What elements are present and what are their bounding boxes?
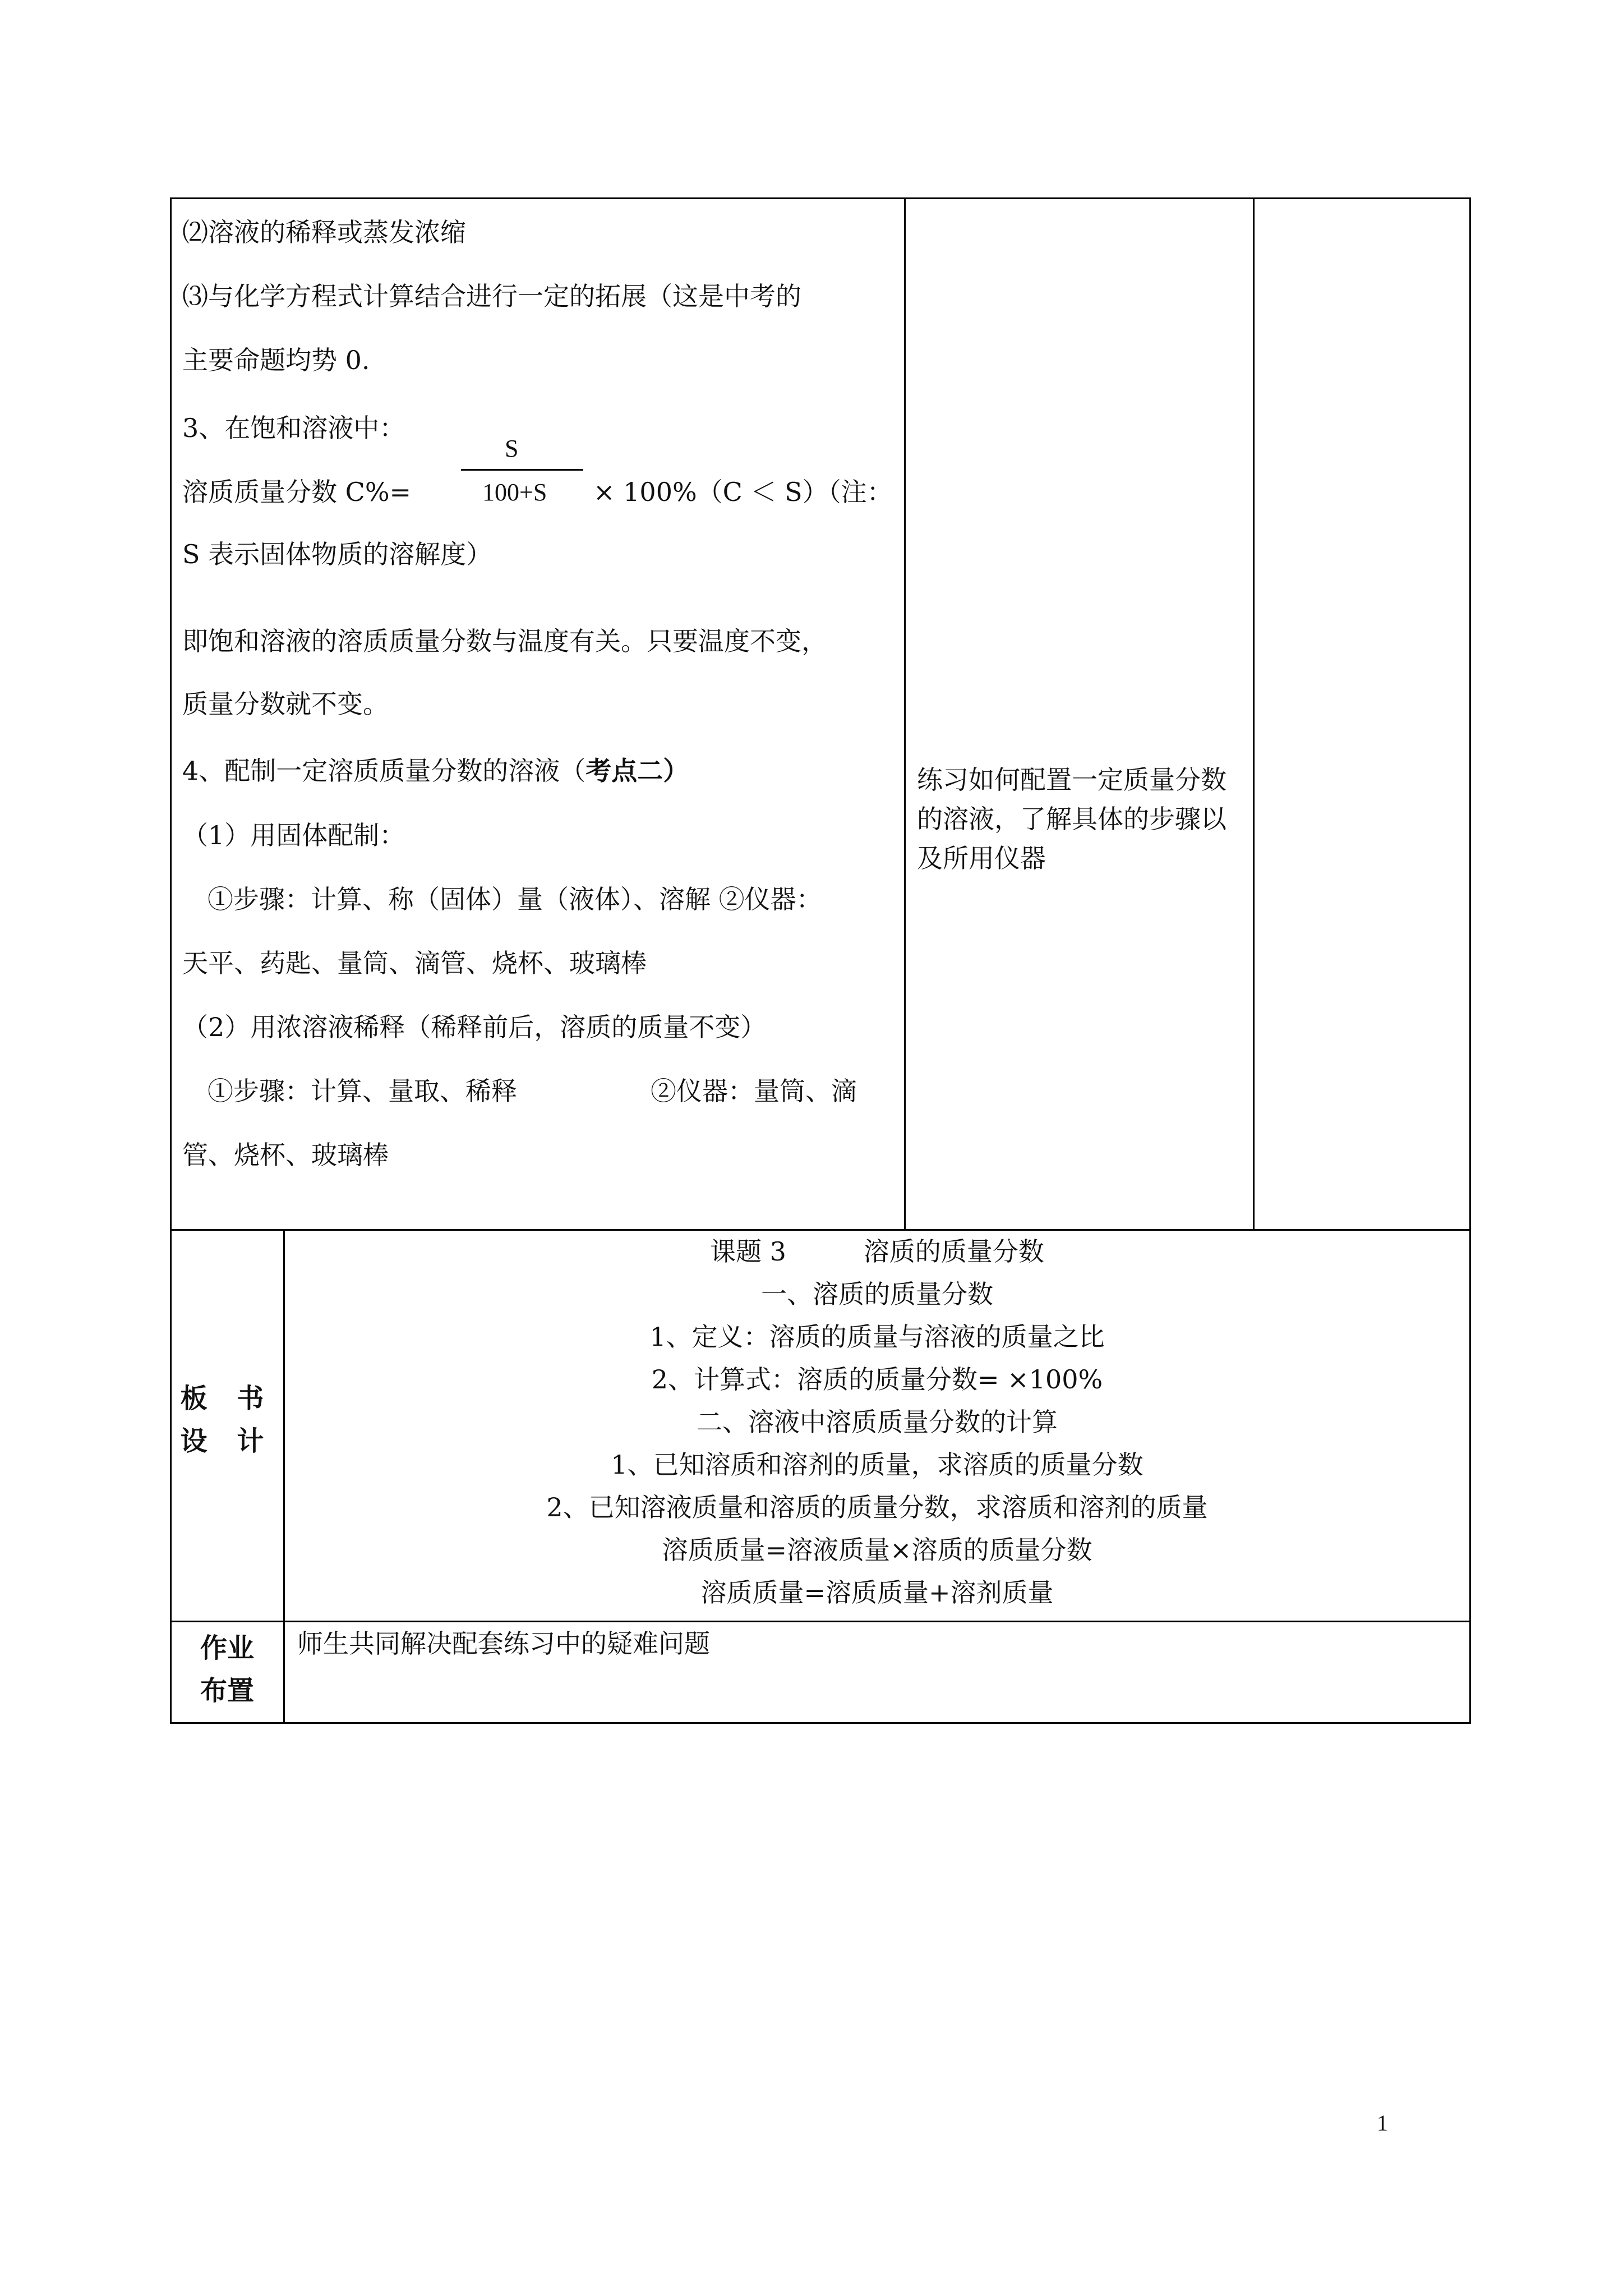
fraction-bar: [461, 469, 583, 471]
table-column-divider: [1253, 197, 1255, 1231]
homework-text: 师生共同解决配套练习中的疑难问题: [297, 1628, 710, 1659]
text-line: 即饱和溶液的溶质质量分数与温度有关。只要温度不变，: [182, 626, 827, 656]
board-line: 二、溶液中溶质质量分数的计算: [697, 1407, 1058, 1437]
text-line: 质量分数就不变。: [182, 689, 389, 719]
text-line: S 表示固体物质的溶解度）: [182, 539, 492, 569]
text-line: 管、烧杯、玻璃棒: [182, 1140, 389, 1170]
text-line: [182, 754, 689, 788]
formula-prefix: 溶质质量分数 C%=: [182, 477, 412, 507]
text-line: 主要命题均势 0.: [182, 345, 370, 375]
board-line: 一、溶质的质量分数: [761, 1279, 993, 1309]
fraction-denominator: 100+S: [482, 478, 547, 506]
board-line: 1、已知溶质和溶剂的质量，求溶质的质量分数: [611, 1450, 1144, 1480]
label-line: 布置: [200, 1675, 254, 1706]
board-line: 溶质质量=溶液质量×溶质的质量分数: [662, 1535, 1092, 1565]
text-line: 3、在饱和溶液中：: [182, 413, 405, 443]
fraction-numerator: S: [505, 435, 519, 462]
board-design-label: [171, 1377, 283, 1462]
board-line: 2、已知溶液质量和溶质的质量分数，求溶质和溶剂的质量: [546, 1492, 1208, 1522]
formula-suffix: × 100%（C ＜ S）（注：: [593, 477, 893, 507]
homework-label: [171, 1627, 283, 1712]
page-number: 1: [1377, 2110, 1388, 2136]
table-top-border: [170, 197, 1471, 199]
activity-cell-text: 练习如何配置一定质量分数的溶液，了解具体的步骤以及所用仪器: [917, 765, 1227, 873]
table-right-border: [1469, 197, 1471, 1724]
table-row-divider: [170, 1229, 1471, 1231]
table-left-border: [170, 197, 172, 1724]
text-segment: 4、配制一定溶质质量分数的溶液（: [182, 756, 586, 786]
text-line: ②仪器：量筒、滴: [651, 1076, 857, 1106]
text-line: （2）用浓溶液稀释（稀释前后，溶质的质量不变）: [182, 1012, 767, 1042]
text-line: ①步骤：计算、称（固体）量（液体）、溶解 ②仪器：: [208, 884, 822, 914]
board-line: 课题 3 溶质的质量分数: [710, 1236, 1044, 1267]
text-line: ①步骤：计算、量取、稀释: [208, 1076, 517, 1106]
board-line: 溶质质量=溶质质量+溶剂质量: [700, 1577, 1054, 1608]
board-line: 1、定义：溶质的质量与溶液的质量之比: [649, 1322, 1105, 1352]
text-line: （1）用固体配制：: [182, 820, 405, 850]
text-line: ⑶与化学方程式计算结合进行一定的拓展（这是中考的: [182, 281, 801, 311]
label-line: 作业: [200, 1632, 254, 1664]
label-line: 板 书: [180, 1383, 274, 1414]
text-line: ⑵溶液的稀释或蒸发浓缩: [182, 217, 466, 247]
label-line: 设 计: [180, 1425, 274, 1457]
table-bottom-border: [170, 1722, 1471, 1724]
key-point-label: 考点二）: [585, 756, 689, 786]
board-line: 2、计算式：溶质的质量分数= ×100%: [651, 1364, 1103, 1395]
text-line: 天平、药匙、量筒、滴管、烧杯、玻璃棒: [182, 948, 647, 978]
table-column-divider: [904, 197, 906, 1231]
table-row-divider: [170, 1621, 1471, 1622]
